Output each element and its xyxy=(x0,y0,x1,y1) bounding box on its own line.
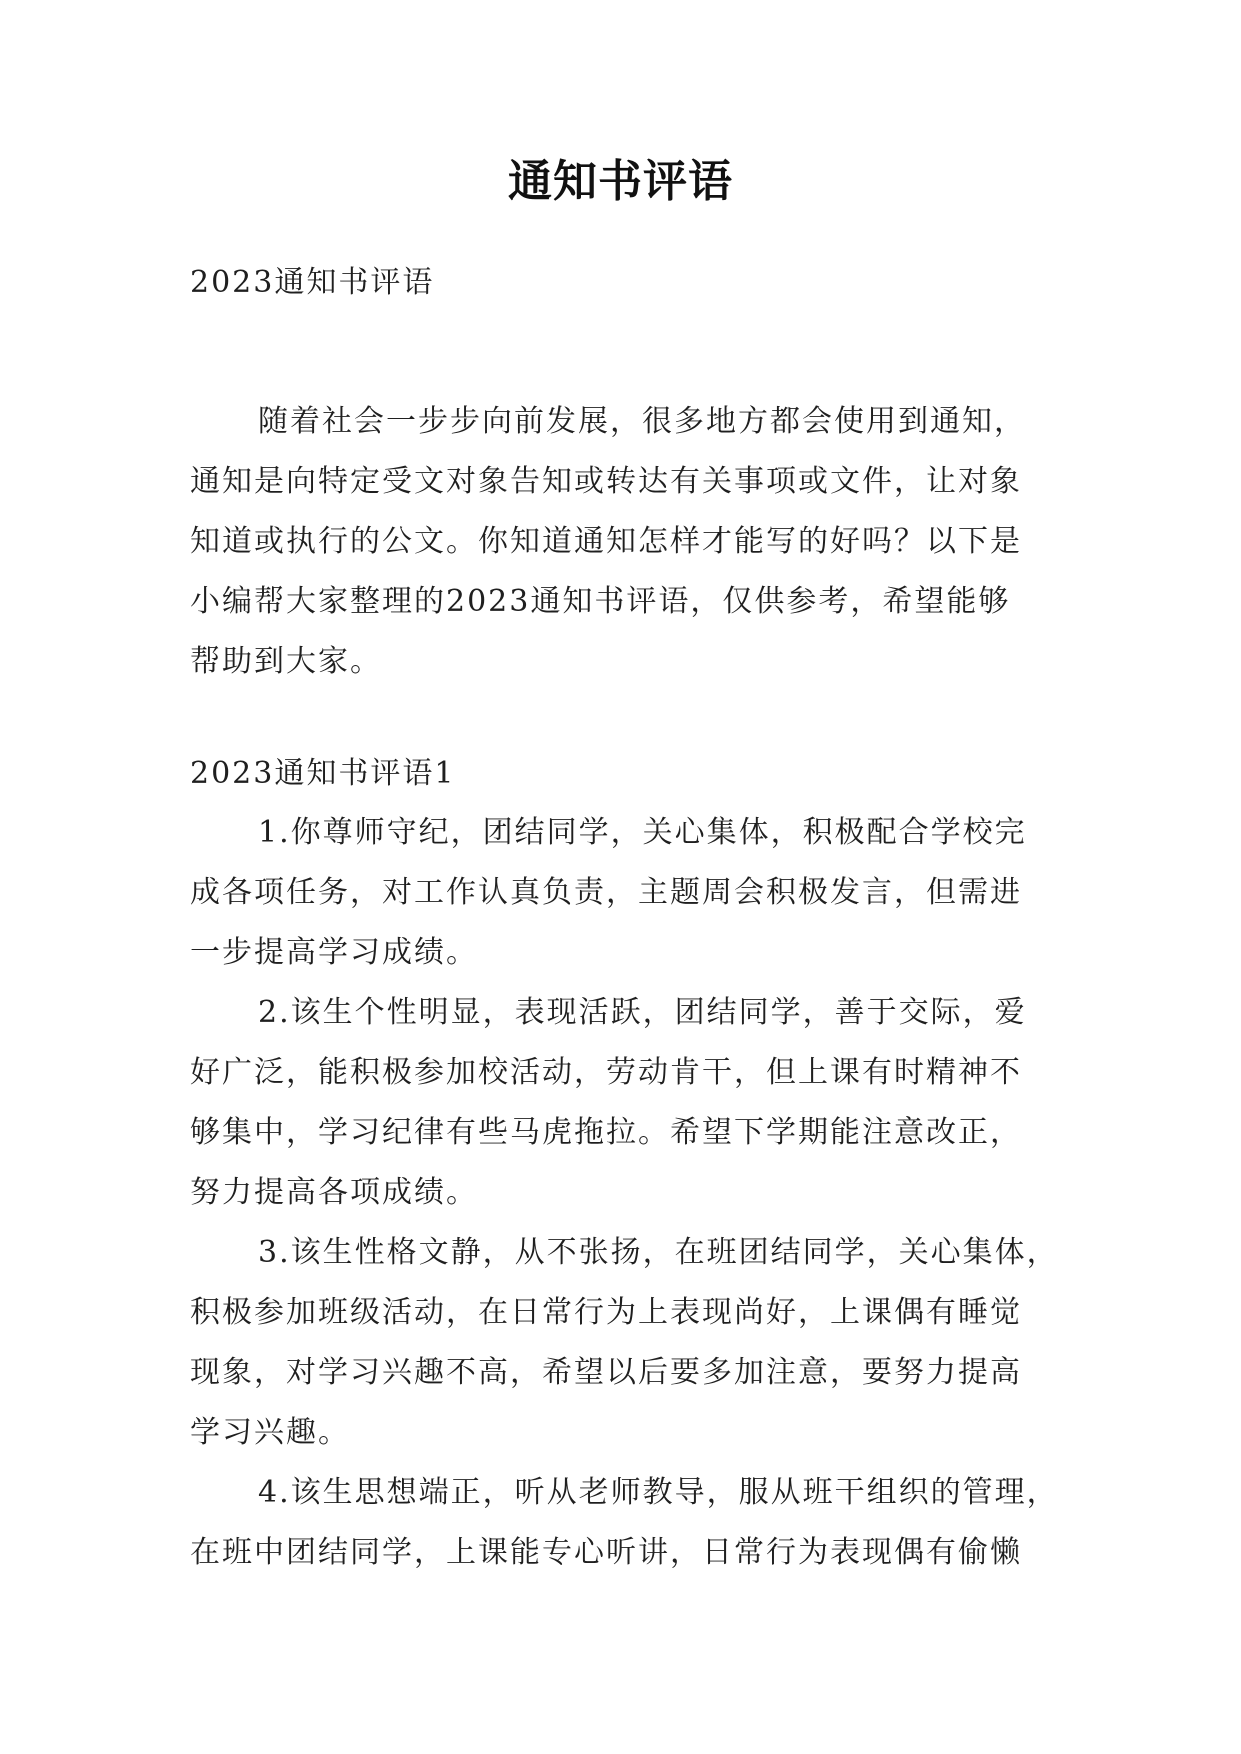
document-subtitle: 2023通知书评语 xyxy=(190,265,435,300)
item3-line-4: 学习兴趣。 xyxy=(190,1415,350,1450)
intro-line-1: 随着社会一步步向前发展，很多地方都会使用到通知， xyxy=(258,404,1026,439)
item3-line-3: 现象，对学习兴趣不高，希望以后要多加注意，要努力提高 xyxy=(190,1355,1022,1390)
item2-line-1: 2.该生个性明显，表现活跃，团结同学，善于交际，爱 xyxy=(258,995,1027,1030)
item3-line-1: 3.该生性格文静，从不张扬，在班团结同学，关心集体， xyxy=(258,1235,1059,1270)
item2-line-2: 好广泛，能积极参加校活动，劳动肯干，但上课有时精神不 xyxy=(190,1055,1022,1090)
item4-line-2: 在班中团结同学，上课能专心听讲，日常行为表现偶有偷懒 xyxy=(190,1535,1022,1570)
item1-line-3: 一步提高学习成绩。 xyxy=(190,935,478,970)
intro-line-4: 小编帮大家整理的2023通知书评语，仅供参考，希望能够 xyxy=(190,584,1011,619)
item1-line-2: 成各项任务，对工作认真负责，主题周会积极发言，但需进 xyxy=(190,875,1022,910)
intro-line-5: 帮助到大家。 xyxy=(190,644,382,679)
item4-line-1: 4.该生思想端正，听从老师教导，服从班干组织的管理， xyxy=(258,1475,1059,1510)
item2-line-3: 够集中，学习纪律有些马虎拖拉。希望下学期能注意改正， xyxy=(190,1115,1022,1150)
item1-line-1: 1.你尊师守纪，团结同学，关心集体，积极配合学校完 xyxy=(258,815,1027,850)
document-title: 通知书评语 xyxy=(508,156,733,207)
intro-line-3: 知道或执行的公文。你知道通知怎样才能写的好吗？以下是 xyxy=(190,524,1022,559)
intro-line-2: 通知是向特定受文对象告知或转达有关事项或文件，让对象 xyxy=(190,464,1022,499)
item2-line-4: 努力提高各项成绩。 xyxy=(190,1175,478,1210)
section-heading: 2023通知书评语1 xyxy=(190,756,456,791)
item3-line-2: 积极参加班级活动，在日常行为上表现尚好，上课偶有睡觉 xyxy=(190,1295,1022,1330)
